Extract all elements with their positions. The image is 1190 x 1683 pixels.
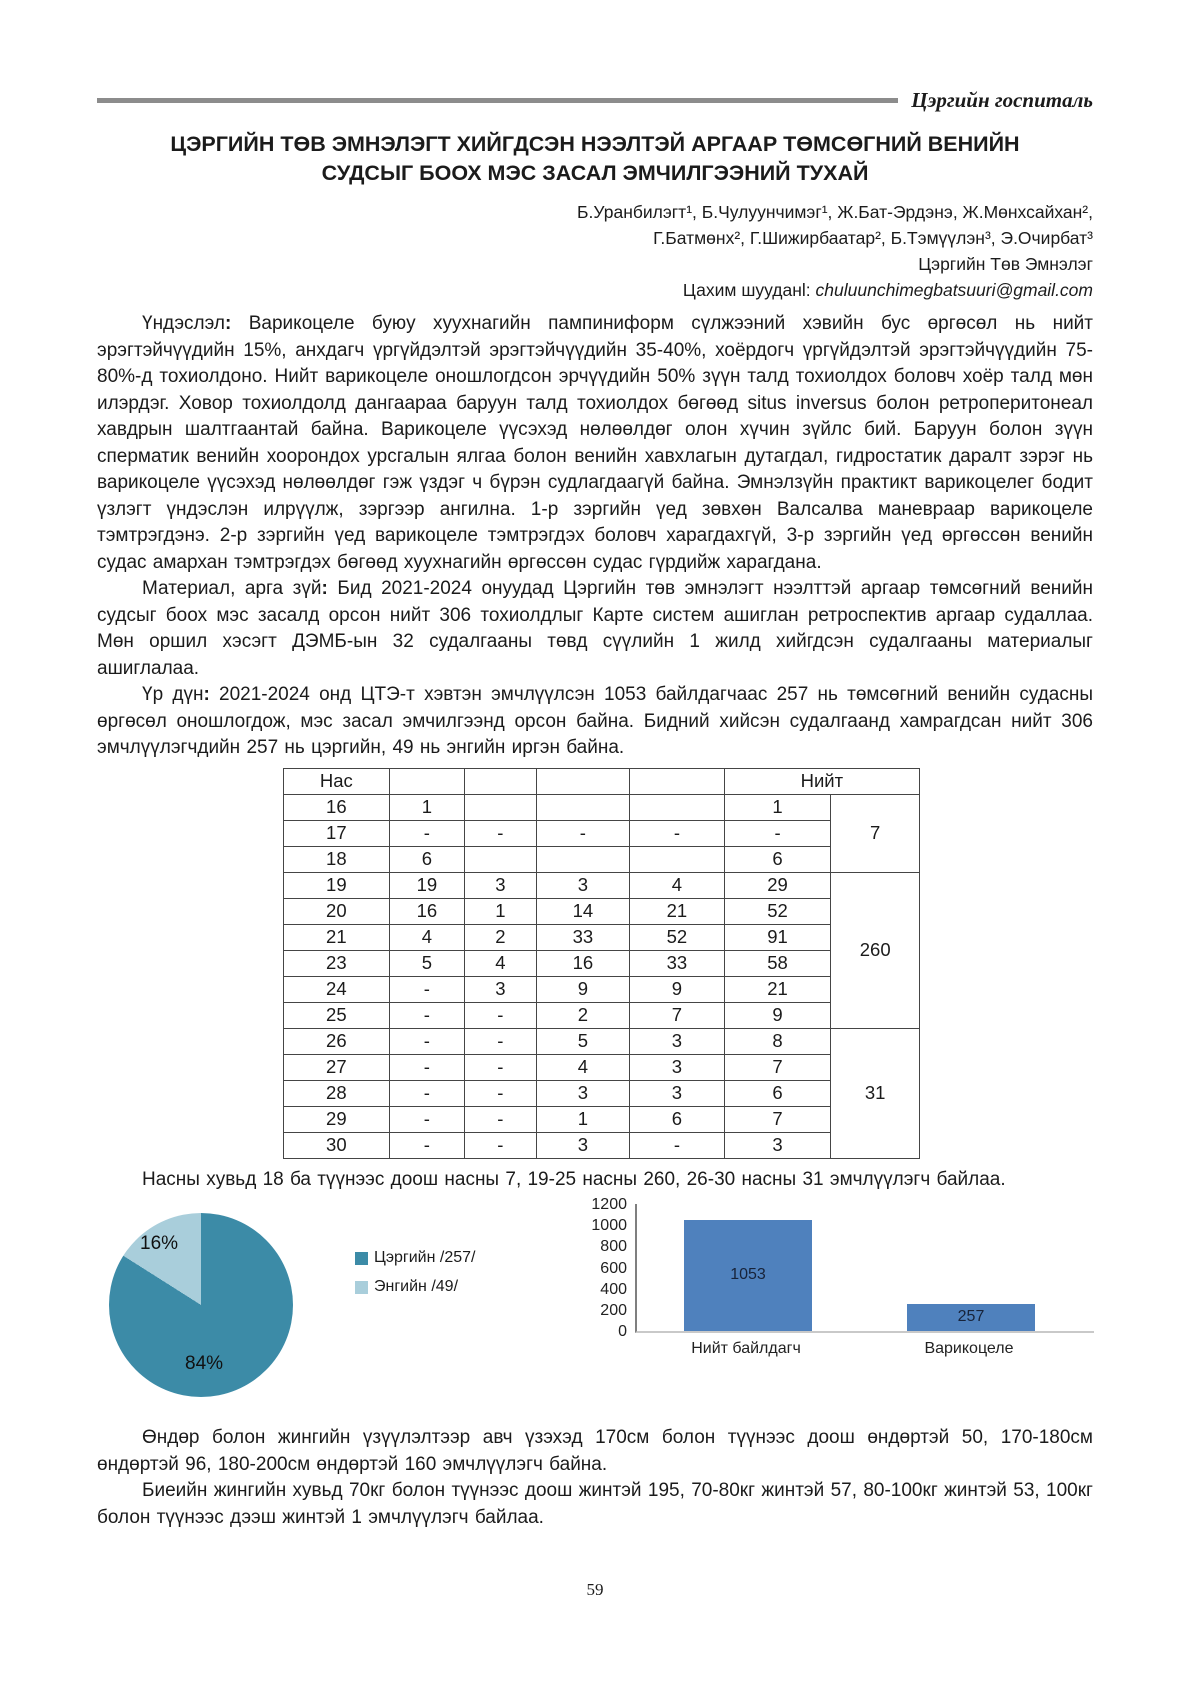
legend-label: Энгийн /49/ [374,1278,459,1295]
y-axis-tick: 1200 [591,1196,627,1213]
closing-text [97,1425,1093,1531]
age-cell: 19 [284,872,390,898]
email-line [97,277,1093,303]
bar-chart-plot [635,1204,1094,1333]
paragraph-height-summary: Өндөр болон жингийн үзүүлэлтээр авч үзэхэд 170см болон түүнээс доош өндөртэй 50, 170-180см өндөртэй 96, 180-200см өндөртэй 160 эмчлүүлэгч байна. [97,1427,1093,1475]
paragraph-lead: Үр дүн [142,684,204,705]
table-row [284,924,920,950]
count-cell: 4 [536,1054,630,1080]
row-total-cell: 91 [724,924,831,950]
count-cell: - [389,1028,464,1054]
paragraph-methods [97,576,1093,682]
authors-line-1: Б.Уранбилэгт¹, Б.Чулуунчимэг¹, Ж.Бат-Эрдэнэ, Ж.Мөнхсайхан², [577,202,1093,222]
age-cell: 24 [284,976,390,1002]
paragraph-text: 2021-2024 онд ЦТЭ-т хэвтэн эмчлүүлсэн 1053 байлдагчаас 257 нь төмсөгний венийн судасны өргөсөл оношлогдож, мэс засал эмчилгээнд орсон байна. Бидний хийсэн судалгаанд хамрагдсан нийт 306 эмчлүүлэгчдийн 257 нь цэргийн, 49 нь энгийн иргэн байна. [97,684,1093,758]
bar-total-soldiers [684,1220,812,1331]
table-row [284,794,920,820]
table-row [284,976,920,1002]
row-total-cell: 21 [724,976,831,1002]
count-cell: 4 [389,924,464,950]
title-line-1: ЦЭРГИЙН ТӨВ ЭМНЭЛЭГТ ХИЙГДСЭН НЭЭЛТЭЙ АРГААР ТӨМСӨГНИЙ ВЕНИЙН [170,132,1020,156]
count-cell: - [389,820,464,846]
row-total-cell: 6 [724,846,831,872]
count-cell: 3 [465,976,536,1002]
lead-colon: : [321,578,338,599]
empty-column-header [465,768,536,794]
age-distribution-table [283,768,920,1159]
age-cell: 16 [284,794,390,820]
table-row [284,898,920,924]
y-axis-tick: 800 [600,1238,627,1256]
count-cell: 2 [465,924,536,950]
affiliation: Цэргийн Төв Эмнэлэг [918,254,1093,274]
row-total-cell: 7 [724,1054,831,1080]
pie-slice-label-small: 16% [140,1233,179,1254]
table-row [284,820,920,846]
authors-block [97,199,1093,303]
empty-column-header [630,768,725,794]
count-cell: - [465,820,536,846]
count-cell: 21 [630,898,725,924]
count-cell: 9 [630,976,725,1002]
table-row [284,950,920,976]
empty-column-header [389,768,464,794]
age-cell: 20 [284,898,390,924]
age-cell: 25 [284,1002,390,1028]
age-cell: 28 [284,1080,390,1106]
count-cell: 14 [536,898,630,924]
count-cell: 9 [536,976,630,1002]
page-title [97,130,1093,188]
row-total-cell: 52 [724,898,831,924]
row-total-cell: 9 [724,1002,831,1028]
count-cell: - [389,1002,464,1028]
count-cell: 2 [536,1002,630,1028]
count-cell: 19 [389,872,464,898]
table-row [284,1002,920,1028]
y-axis-tick: 1000 [591,1217,627,1235]
count-cell: 3 [630,1080,725,1106]
count-cell: 5 [389,950,464,976]
table-row [284,1028,920,1054]
count-cell: - [389,1054,464,1080]
count-cell: 3 [630,1028,725,1054]
count-cell: - [389,1106,464,1132]
age-table-body [284,794,920,1158]
page-header [97,0,1093,113]
email-label: Цахим шууданl: [682,280,816,300]
age-cell: 23 [284,950,390,976]
count-cell: 1 [465,898,536,924]
count-cell: - [630,820,725,846]
count-cell: 3 [536,872,630,898]
count-cell: - [465,1106,536,1132]
table-row [284,1080,920,1106]
bar-category-label: Варикоцеле [924,1340,1014,1357]
count-cell: 3 [536,1080,630,1106]
group-total-cell: 260 [831,872,920,1028]
count-cell [465,846,536,872]
pie-legend [355,1249,475,1307]
age-cell: 30 [284,1132,390,1158]
charts-strip [97,1197,1093,1417]
table-row [284,1106,920,1132]
journal-name: Цэргийн госпиталь [911,88,1093,112]
count-cell: 3 [630,1054,725,1080]
row-total-cell: 1 [724,794,831,820]
count-cell: 3 [465,872,536,898]
count-cell: 52 [630,924,725,950]
count-cell: - [465,1132,536,1158]
count-cell: - [389,976,464,1002]
table-row [284,872,920,898]
group-total-cell: 31 [831,1028,920,1158]
count-cell: - [465,1054,536,1080]
row-total-cell: 3 [724,1132,831,1158]
bar-category-label: Нийт байлдагч [691,1340,801,1357]
count-cell: 33 [536,924,630,950]
count-cell: 6 [389,846,464,872]
count-cell: - [465,1080,536,1106]
count-cell: - [389,1080,464,1106]
table-row [284,1132,920,1158]
group-total-cell: 7 [831,794,920,872]
bar-varicocele [907,1304,1035,1331]
paragraph-text: Бид 2021-2024 онуудад Цэргийн төв эмнэлэгт нээлттэй аргаар төмсөгний венийн судсыг боох мэс засалд орсон нийт 306 тохиолдлыг Карте систем ашиглан ретроспектив аргаар судаллаа. Мөн оршил хэсэгт ДЭМБ-ын 32 судалгааны төвд сүүлийн 1 жилд хийгдсэн судалгааны материалыг ашиглалаа. [97,578,1093,679]
count-cell: - [465,1002,536,1028]
count-cell: - [465,1028,536,1054]
count-cell [536,846,630,872]
count-cell: 33 [630,950,725,976]
y-axis-tick: 600 [600,1259,627,1277]
title-line-2: СУДСЫГ БООХ МЭС ЗАСАЛ ЭМЧИЛГЭЭНИЙ ТУХАЙ [321,161,869,185]
table-row [284,846,920,872]
count-cell: 4 [465,950,536,976]
authors-line-2: Г.Батмөнх², Г.Шижирбаатар², Б.Тэмүүлэн³, Э.Очирбат³ [653,228,1093,248]
paragraph-weight-summary: Биеийн жингийн хувьд 70кг болон түүнээс доош жинтэй 195, 70-80кг жинтэй 57, 80-100кг жинтэй 53, 100кг болон түүнээс дээш жинтэй 1 эмчлүүлэгч байлаа. [97,1480,1093,1528]
count-cell: 7 [630,1002,725,1028]
age-column-header: Нас [284,768,390,794]
count-cell: - [630,1132,725,1158]
row-total-cell: 6 [724,1080,831,1106]
count-cell [630,846,725,872]
lead-colon: : [225,313,249,334]
age-cell: 27 [284,1054,390,1080]
row-total-cell: 7 [724,1106,831,1132]
legend-item [355,1278,475,1296]
lead-colon: : [203,684,220,705]
count-cell: - [536,820,630,846]
count-cell [465,794,536,820]
paragraph-background [97,311,1093,576]
legend-swatch [355,1252,368,1265]
age-cell: 21 [284,924,390,950]
legend-swatch [355,1281,368,1294]
y-axis-tick: 400 [600,1280,627,1298]
age-cell: 26 [284,1028,390,1054]
count-cell: 5 [536,1028,630,1054]
table-row [284,1054,920,1080]
row-total-cell: 8 [724,1028,831,1054]
count-cell: - [389,1132,464,1158]
count-cell: 1 [389,794,464,820]
count-cell: 4 [630,872,725,898]
paragraph-lead: Үндэслэл [142,313,226,334]
email-address: chuluunchimegbatsuuri@gmail.com [815,280,1093,300]
count-cell [630,794,725,820]
paragraph-text: Варикоцеле буюу хуухнагийн пампиниформ сүлжээний хэвийн бус өргөсөл нь нийт эрэгтэйчүүдийн 15%, анхдагч үргүйдэлтэй эрэгтэйчүүдийн 35-40%, хоёрдогч үргүйдэлтэй эрэгтэйчүүдийн 75-80%-д тохиолдоно. Нийт варикоцеле оношлогдсон эрчүүдийн 50% зүүн талд тохиолдох боловч хоёр талд мөн илэрдэг. Ховор тохиолдолд дангаараа баруун талд тохиолдох бөгөөд situs inversus болон ретроперитонеал хавдрын шалтгаантай байна. Варикоцеле үүсэхэд нөлөөлдөг олон хүчин зүйлс бий. Баруун болон зүүн сперматик венийн хоорондох урсгалын ялгаа болон венийн хавхлагын дутагдал, гидростатик даралт зэрэг нь варикоцеле үүсэхэд нөлөөлдөг гэж үздэг ч бүрэн судлагдаагүй байна. Эмнэлзүйн практикт варикоцелег бодит үзлэгт үндэслэн илрүүлж, зэргээр ангилна. 1-р зэргийн үед зөвхөн Валсалва маневраар варикоцеле тэмтрэгдэнэ. 2-р зэргийн үед варикоцеле тэмтрэгдэх боловч харагдахгүй, 3-р зэргийн үед өргөссөн венийн судас амархан тэмтрэгдэх бөгөөд хуухнагийн өргөссөн судас гүрдийж харагдана. [97,313,1093,573]
article-body [97,311,1093,762]
count-cell: 16 [536,950,630,976]
age-cell: 18 [284,846,390,872]
paragraph-lead: Материал, арга зүй [142,578,322,599]
y-axis-tick: 200 [600,1301,627,1319]
age-cell: 17 [284,820,390,846]
bar-value-label: 1053 [730,1266,766,1284]
count-cell [536,794,630,820]
y-axis-tick: 0 [618,1323,627,1340]
age-cell: 29 [284,1106,390,1132]
paragraph-results [97,682,1093,762]
row-total-cell: 29 [724,872,831,898]
page-number: 59 [586,1580,604,1599]
count-cell: 16 [389,898,464,924]
pie-slice-label-big: 84% [185,1353,224,1374]
total-column-header: Нийт [724,768,919,794]
bar-value-label: 257 [957,1308,985,1326]
empty-column-header [536,768,630,794]
legend-item [355,1249,475,1267]
legend-label: Цэргийн /257/ [374,1249,476,1266]
count-cell: 3 [536,1132,630,1158]
row-total-cell: 58 [724,950,831,976]
table-header-row [284,768,920,794]
after-table-text [97,1167,1093,1194]
paragraph-age-summary: Насны хувьд 18 ба түүнээс доош насны 7, 19-25 насны 260, 26-30 насны 31 эмчлүүлэгч байлаа. [142,1168,1006,1190]
header-rule [97,98,898,103]
row-total-cell: - [724,820,831,846]
count-cell: 1 [536,1106,630,1132]
count-cell: 6 [630,1106,725,1132]
